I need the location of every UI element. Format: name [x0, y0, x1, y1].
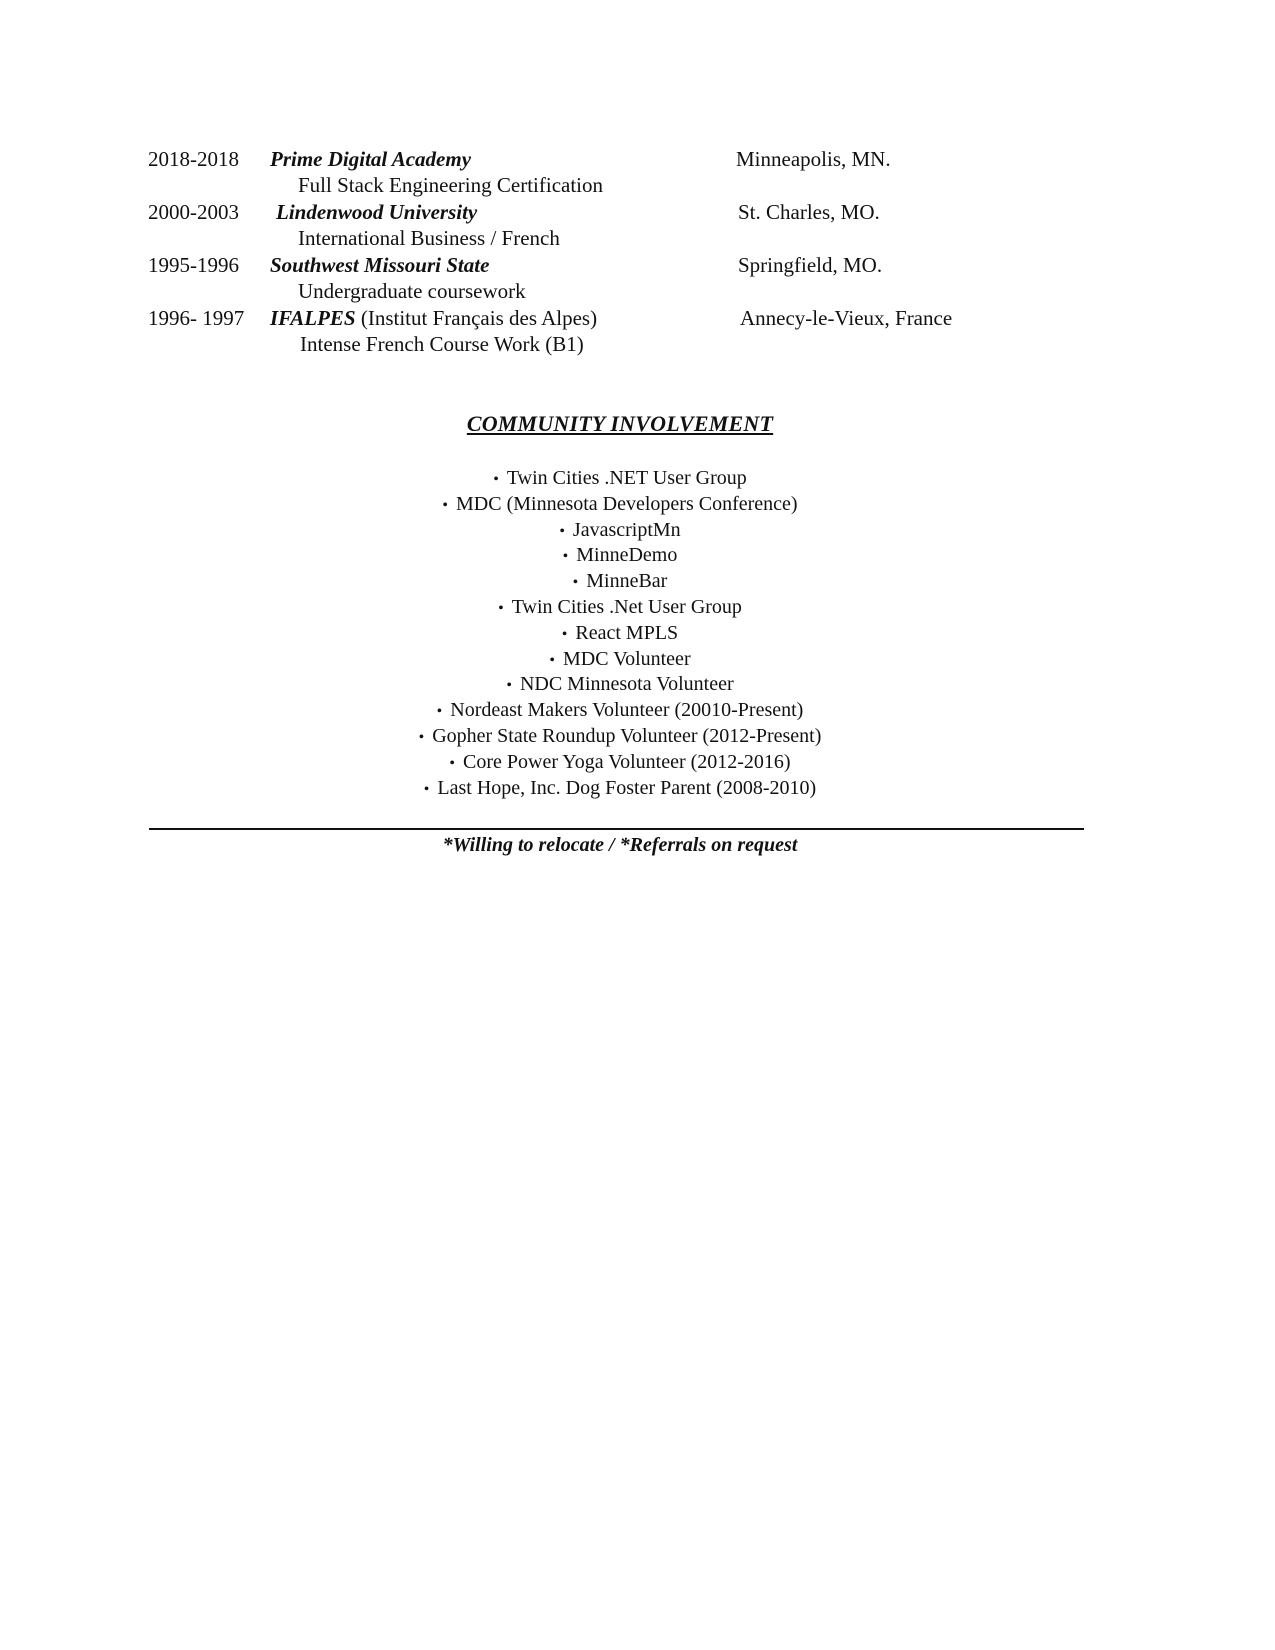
community-item: Gopher State Roundup Volunteer (2012-Present) [432, 724, 822, 747]
bullet-icon: • [436, 703, 443, 721]
community-item: Last Hope, Inc. Dog Foster Parent (2008-2010) [437, 776, 817, 799]
education-school [270, 252, 489, 278]
school-name: IFALPES [270, 306, 356, 330]
community-item: React MPLS [575, 621, 679, 644]
bullet-icon: • [549, 651, 555, 669]
list-item [0, 595, 1240, 621]
community-item: Nordeast Makers Volunteer (20010-Present) [450, 699, 804, 722]
education-detail: International Business / French [298, 226, 560, 250]
bullet-icon: • [559, 522, 565, 540]
community-item: JavascriptMn [572, 518, 681, 541]
bullet-icon: • [562, 548, 569, 566]
education-years: 1995-1996 [148, 253, 239, 277]
list-item [0, 647, 1240, 673]
section-divider [149, 828, 1084, 830]
list-item [0, 672, 1240, 698]
education-detail: Undergraduate coursework [298, 279, 526, 303]
list-item [0, 518, 1240, 544]
community-item: MDC (Minnesota Developers Conference) [456, 492, 798, 515]
list-item [0, 492, 1240, 518]
education-school [270, 146, 471, 172]
community-item: MinneBar [586, 570, 668, 593]
bullet-icon: • [506, 677, 512, 695]
bullet-icon: • [423, 780, 430, 798]
community-item: Core Power Yoga Volunteer (2012-2016) [463, 750, 791, 773]
list-item [0, 466, 1240, 492]
education-school [276, 199, 477, 225]
community-section-title: COMMUNITY INVOLVEMENT [466, 411, 774, 436]
education-years: 1996- 1997 [148, 306, 245, 330]
school-name: Southwest Missouri State [270, 253, 490, 277]
list-item [0, 621, 1240, 647]
education-school [270, 305, 597, 331]
community-item: Twin Cities .NET User Group [506, 467, 747, 489]
list-item [0, 543, 1240, 569]
bullet-icon: • [442, 496, 449, 514]
education-location: Minneapolis, MN. [736, 147, 891, 171]
list-item [0, 776, 1240, 802]
footer-note: *Willing to relocate / *Referrals on request [442, 834, 798, 856]
bullet-icon: • [498, 599, 504, 617]
school-name: Lindenwood University [276, 200, 478, 224]
community-item: MinneDemo [576, 544, 678, 567]
education-location: St. Charles, MO. [738, 200, 880, 224]
list-item [0, 569, 1240, 595]
bullet-icon: • [449, 754, 456, 772]
bullet-icon: • [418, 728, 425, 746]
education-years: 2000-2003 [148, 200, 239, 224]
school-name: Prime Digital Academy [270, 147, 472, 171]
list-item [0, 724, 1240, 750]
school-suffix: (Institut Français des Alpes) [355, 306, 598, 330]
education-detail: Full Stack Engineering Certification [298, 173, 604, 197]
education-location: Springfield, MO. [738, 253, 883, 277]
bullet-icon: • [572, 574, 579, 592]
education-detail: Intense French Course Work (B1) [300, 332, 584, 356]
education-location: Annecy-le-Vieux, France [740, 306, 953, 330]
community-item: Twin Cities .Net User Group [511, 595, 742, 618]
list-item [0, 698, 1240, 724]
education-years: 2018-2018 [148, 147, 239, 171]
list-item [0, 750, 1240, 776]
community-item: MDC Volunteer [563, 647, 691, 670]
community-item: NDC Minnesota Volunteer [519, 673, 734, 696]
bullet-icon: • [493, 471, 499, 488]
community-list [0, 466, 1240, 801]
bullet-icon: • [561, 625, 568, 643]
